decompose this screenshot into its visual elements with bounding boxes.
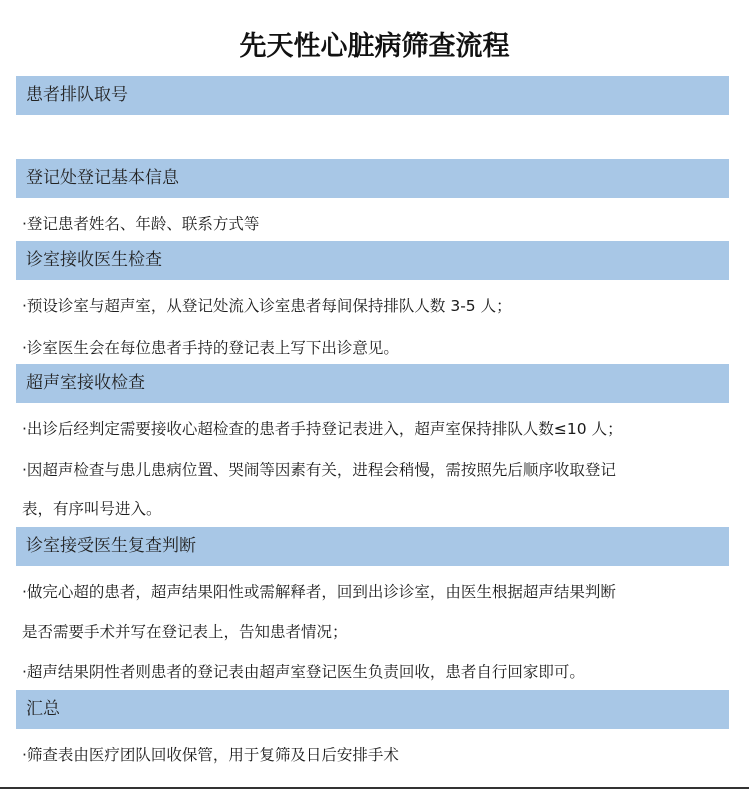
summary-line-1: ·筛查表由医疗团队回收保管，用于复筛及日后安排手术 xyxy=(22,746,399,764)
clinic-exam-line-1: ·预设诊室与超声室，从登记处流入诊室患者每间保持排队人数 3-5 人； xyxy=(22,297,512,315)
ultrasound-line-1: ·出诊后经判定需要接收心超检查的患者手持登记表进入，超声室保持排队人数≤10 人； xyxy=(22,420,623,438)
bottom-divider xyxy=(0,787,749,789)
section-heading-summary: 汇总 xyxy=(16,690,729,729)
registration-line-1: ·登记患者姓名、年龄、联系方式等 xyxy=(22,215,260,233)
ultrasound-line-3: 表，有序叫号进入。 xyxy=(22,500,162,518)
section-heading-queue: 患者排队取号 xyxy=(16,76,729,115)
section-heading-ultrasound: 超声室接收检查 xyxy=(16,364,729,403)
section-heading-registration: 登记处登记基本信息 xyxy=(16,159,729,198)
review-line-1: ·做完心超的患者，超声结果阳性或需解释者，回到出诊诊室，由医生根据超声结果判断 xyxy=(22,583,616,601)
page-title: 先天性心脏病筛查流程 xyxy=(239,31,510,62)
section-heading-clinic-exam: 诊室接收医生检查 xyxy=(16,241,729,280)
section-heading-review: 诊室接受医生复查判断 xyxy=(16,527,729,566)
review-line-3: ·超声结果阴性者则患者的登记表由超声室登记医生负责回收，患者自行回家即可。 xyxy=(22,663,585,681)
ultrasound-line-2: ·因超声检查与患儿患病位置、哭闹等因素有关，进程会稍慢，需按照先后顺序收取登记 xyxy=(22,461,616,479)
clinic-exam-line-2: ·诊室医生会在每位患者手持的登记表上写下出诊意见。 xyxy=(22,339,399,357)
review-line-2: 是否需要手术并写在登记表上，告知患者情况； xyxy=(22,623,348,641)
